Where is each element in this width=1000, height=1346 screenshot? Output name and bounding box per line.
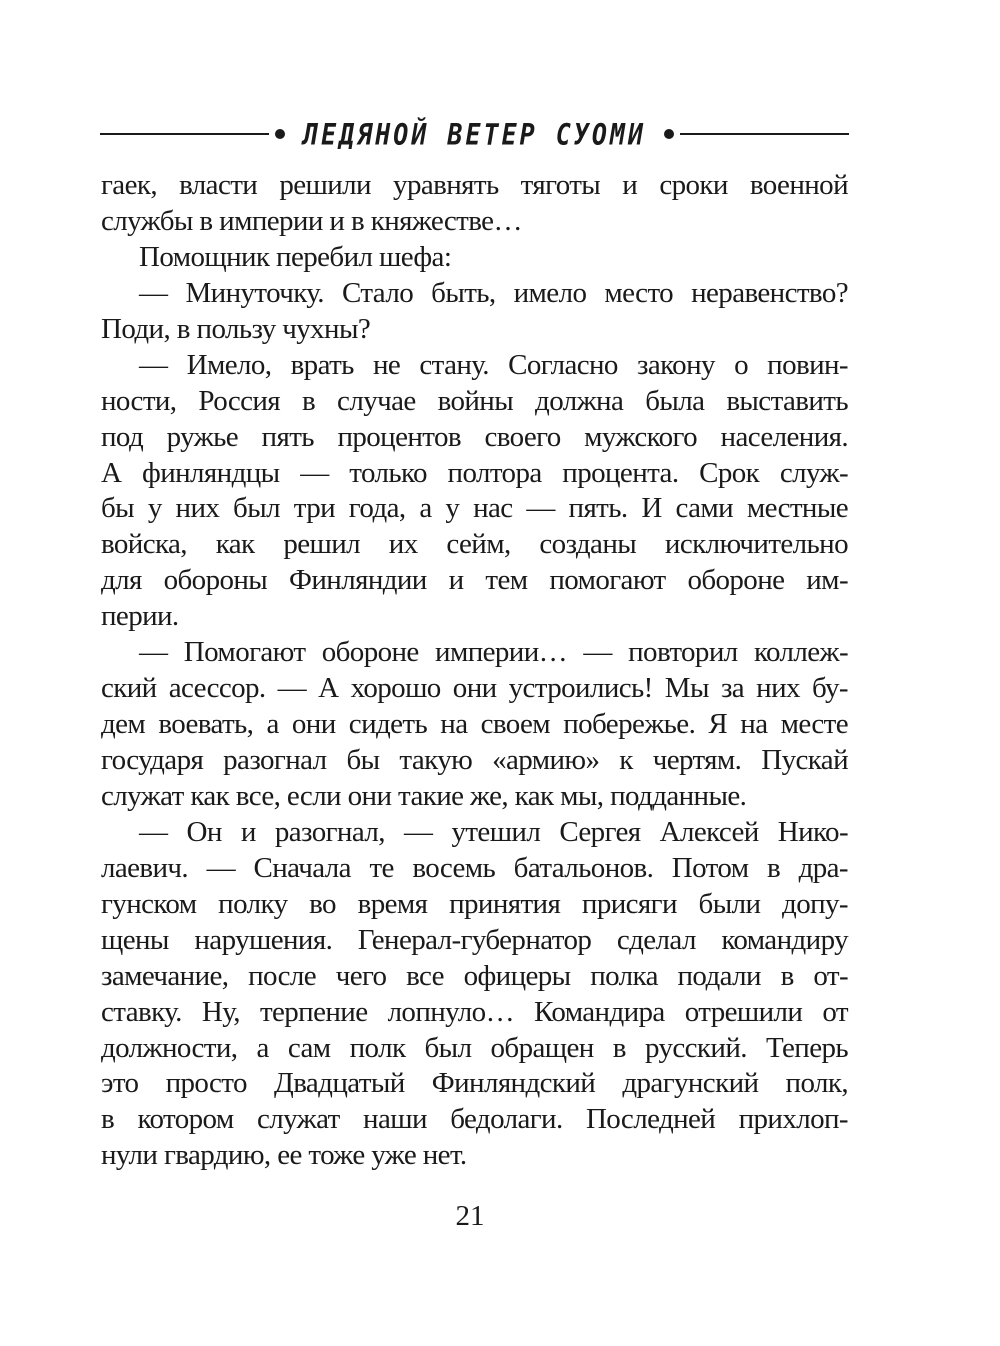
text-line: гаек, власти решили уравнять тяготы и сроки военной [101,169,848,201]
text-line: под ружье пять процентов своего мужского населения. [101,420,848,453]
text-line: службы в империи и в княжестве… [101,204,522,237]
header-right-dot [664,129,674,139]
book-title: ЛЕДЯНОЙ ВЕТЕР СУОМИ [303,116,646,152]
text-line: ставку. Ну, терпение лопнуло… Командира отрешили от [101,995,848,1028]
text-line: бы у них был три года, а у нас — пять. И сами местные [101,492,848,525]
text-line: Поди, в пользу чухны? [101,312,371,345]
text-line: — Имело, врать не стану. Согласно закону о повин- [139,348,848,381]
text-line: государя разогнал бы такую «армию» к чертям. Пускай [101,744,848,776]
header-left-dot [275,129,285,139]
header-right-rule [680,133,849,135]
text-line: дем воевать, а они сидеть на своем побережье. Я на месте [101,708,848,741]
text-line: гунском полку во время принятия присяги были допу- [101,887,848,920]
text-line: Помощник перебил шефа: [139,240,452,273]
text-line: служат как все, если они такие же, как мы, подданные. [101,779,747,812]
text-line: замечание, после чего все офицеры полка подали в от- [101,959,848,992]
text-line: нули гвардию, ее тоже уже нет. [101,1139,467,1172]
text-line: ский асессор. — А хорошо они устроились! Мы за них бу- [101,672,848,705]
text-line: — Минуточку. Стало быть, имело место неравенство? [139,276,848,309]
text-line: в котором служат наши бедолаги. Последней прихлоп- [101,1103,848,1136]
header-left-rule [100,133,269,135]
running-header [100,117,849,151]
body-text [101,168,848,1174]
text-line: А финляндцы — только полтора процента. Срок служ- [101,456,848,489]
text-line: должности, а сам полк был обращен в русский. Теперь [101,1031,848,1064]
text-line: ности, Россия в случае войны должна была выставить [101,384,848,417]
text-line: лаевич. — Сначала те восемь батальонов. Потом в дра- [101,851,848,884]
page-number: 21 [455,1200,485,1232]
text-line: войска, как решил их сейм, созданы исключительно [101,528,848,561]
text-line: перии. [101,600,179,633]
text-line: это просто Двадцатый Финляндский драгунский полк, [101,1067,848,1100]
text-line: для обороны Финляндии и тем помогают обороне им- [101,564,848,597]
text-line: щены нарушения. Генерал-губернатор сделал командиру [101,923,848,956]
text-line: — Он и разогнал, — утешил Сергея Алексей Нико- [139,815,848,848]
text-line: — Помогают обороне империи… — повторил коллеж- [139,636,848,669]
